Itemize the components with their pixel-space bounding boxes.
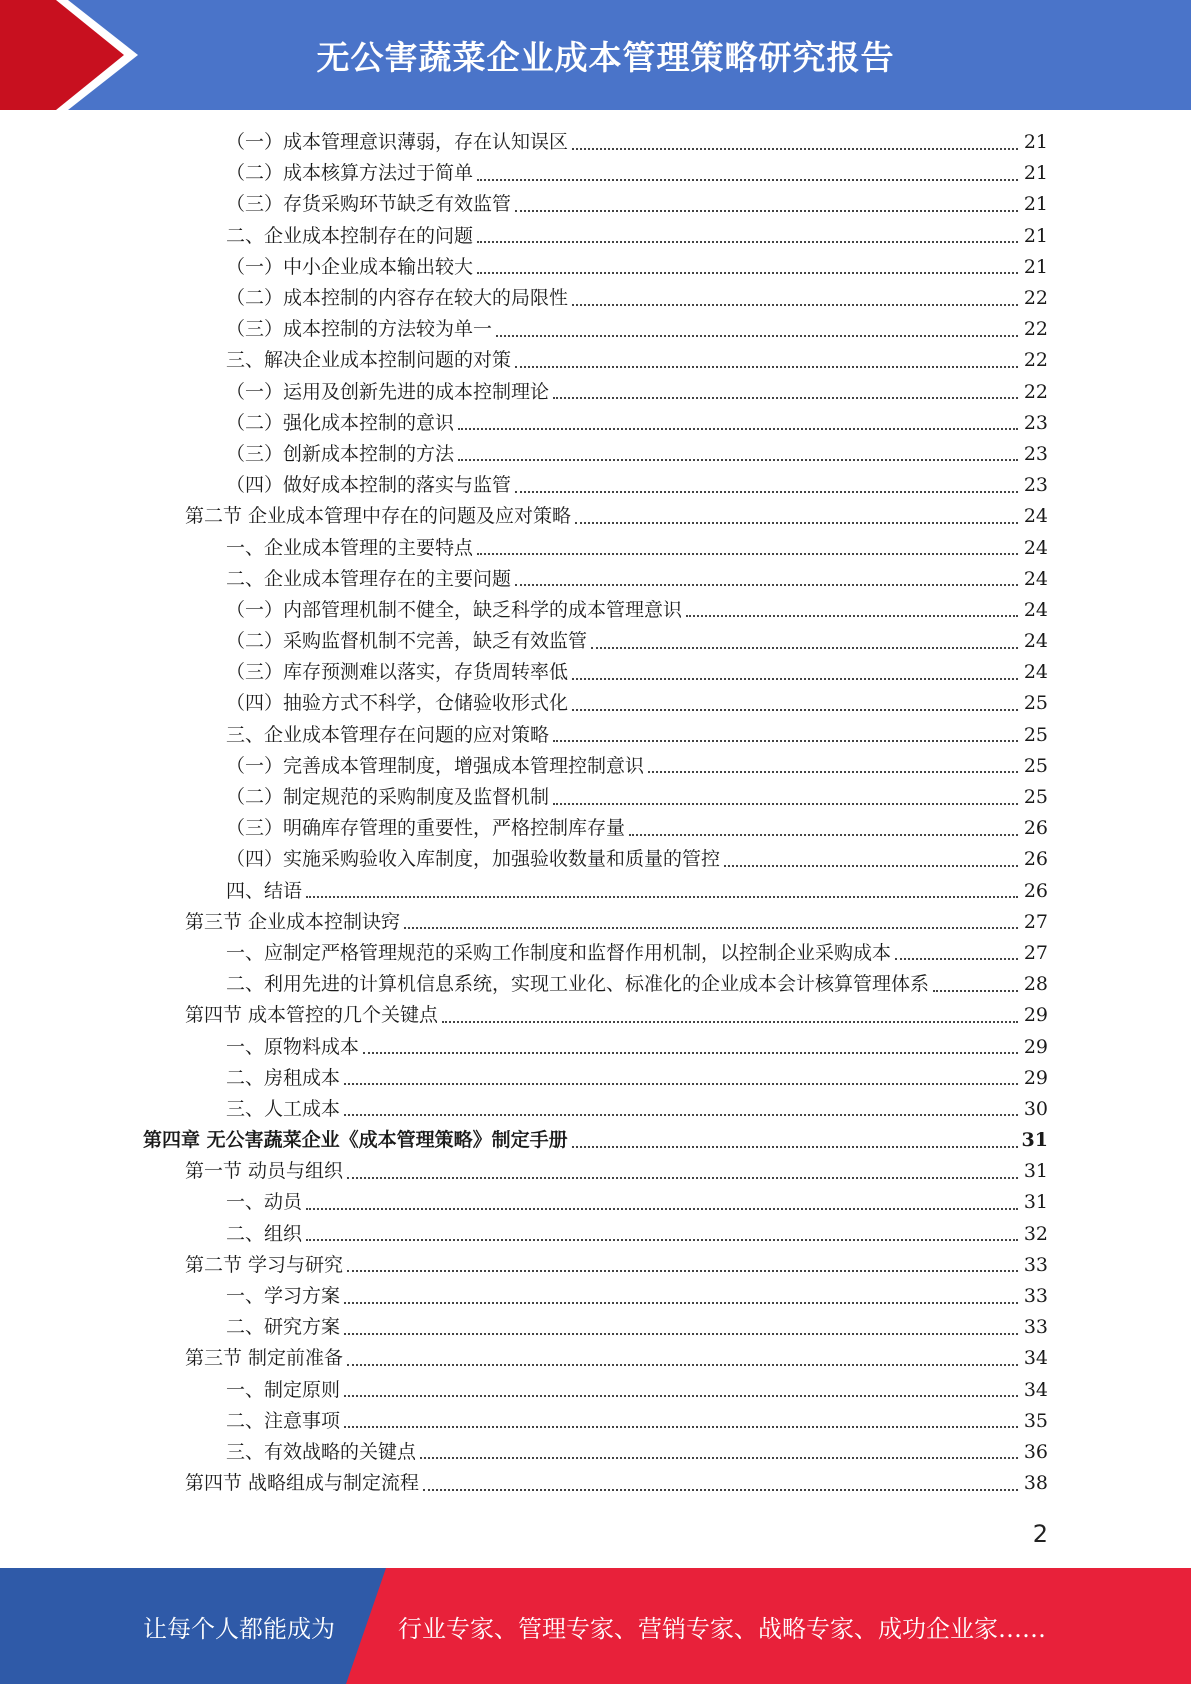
toc-entry[interactable] bbox=[0, 158, 1191, 189]
toc-entry[interactable] bbox=[0, 345, 1191, 376]
toc-entry[interactable] bbox=[0, 720, 1191, 751]
toc-entry-label: 二、企业成本控制存在的问题 bbox=[226, 224, 474, 247]
toc-entry-page: 24 bbox=[1023, 567, 1048, 590]
toc-entry[interactable] bbox=[0, 657, 1191, 688]
toc-entry-page: 33 bbox=[1023, 1316, 1048, 1339]
footer-slogan-left: 让每个人都能成为 bbox=[143, 1614, 335, 1643]
toc-entry-page: 24 bbox=[1023, 536, 1048, 559]
toc-entry-page: 35 bbox=[1023, 1409, 1048, 1432]
toc-entry[interactable] bbox=[0, 1187, 1191, 1218]
toc-dot-leader bbox=[306, 1239, 1018, 1241]
toc-entry-label: （二）采购监督机制不完善，缺乏有效监管 bbox=[226, 630, 588, 653]
toc-dot-leader bbox=[347, 1364, 1018, 1366]
toc-dot-leader bbox=[553, 740, 1018, 742]
toc-entry-page: 25 bbox=[1023, 692, 1048, 715]
toc-entry-page: 26 bbox=[1023, 879, 1048, 902]
toc-entry-label: 三、有效战略的关键点 bbox=[226, 1440, 417, 1463]
toc-entry-label: 三、解决企业成本控制问题的对策 bbox=[226, 349, 512, 372]
toc-dot-leader bbox=[933, 990, 1018, 992]
toc-entry[interactable] bbox=[0, 221, 1191, 252]
toc-entry-label: （二）成本控制的内容存在较大的局限性 bbox=[226, 287, 569, 310]
toc-dot-leader bbox=[477, 272, 1018, 274]
toc-dot-leader bbox=[420, 1457, 1018, 1459]
toc-entry-page: 24 bbox=[1023, 661, 1048, 684]
toc-dot-leader bbox=[724, 865, 1018, 867]
toc-entry[interactable] bbox=[0, 1468, 1191, 1499]
toc-entry-label: 三、人工成本 bbox=[226, 1097, 341, 1120]
toc-dot-leader bbox=[591, 647, 1018, 649]
toc-entry-page: 21 bbox=[1023, 224, 1048, 247]
toc-dot-leader bbox=[572, 148, 1018, 150]
toc-entry-page: 33 bbox=[1023, 1285, 1048, 1308]
toc-dot-leader bbox=[344, 1426, 1018, 1428]
toc-entry[interactable] bbox=[0, 907, 1191, 938]
toc-entry-label: 第四章 无公害蔬菜企业《成本管理策略》制定手册 bbox=[143, 1129, 568, 1152]
toc-entry-label: 第四节 成本管控的几个关键点 bbox=[185, 1004, 439, 1027]
toc-entry-page: 22 bbox=[1023, 287, 1048, 310]
toc-dot-leader bbox=[515, 366, 1018, 368]
toc-entry-page: 31 bbox=[1023, 1191, 1048, 1214]
toc-entry[interactable] bbox=[0, 813, 1191, 844]
toc-entry-label: 二、研究方案 bbox=[226, 1316, 341, 1339]
toc-entry[interactable] bbox=[0, 283, 1191, 314]
toc-entry-page: 38 bbox=[1023, 1472, 1048, 1495]
toc-dot-leader bbox=[575, 522, 1018, 524]
toc-entry[interactable] bbox=[0, 1406, 1191, 1437]
toc-entry-label: （一）内部管理机制不健全，缺乏科学的成本管理意识 bbox=[226, 598, 683, 621]
toc-entry[interactable] bbox=[0, 1343, 1191, 1374]
toc-entry[interactable] bbox=[0, 501, 1191, 532]
toc-entry[interactable] bbox=[0, 127, 1191, 158]
toc-entry-page: 31 bbox=[1021, 1129, 1048, 1152]
toc-dot-leader bbox=[347, 1177, 1018, 1179]
toc-entry-label: 二、房租成本 bbox=[226, 1066, 341, 1089]
toc-dot-leader bbox=[344, 1395, 1018, 1397]
toc-dot-leader bbox=[442, 1021, 1018, 1023]
toc-entry[interactable] bbox=[0, 1156, 1191, 1187]
toc-entry-label: （三）明确库存管理的重要性，严格控制库存量 bbox=[226, 817, 626, 840]
toc-dot-leader bbox=[344, 1302, 1018, 1304]
toc-entry-page: 29 bbox=[1023, 1035, 1048, 1058]
toc-entry-label: （一）完善成本管理制度，增强成本管理控制意识 bbox=[226, 754, 645, 777]
toc-dot-leader bbox=[477, 241, 1018, 243]
toc-entry-label: 一、动员 bbox=[226, 1191, 303, 1214]
toc-entry[interactable] bbox=[0, 470, 1191, 501]
toc-entry[interactable] bbox=[0, 595, 1191, 626]
toc-entry-label: 一、应制定严格管理规范的采购工作制度和监督作用机制，以控制企业采购成本 bbox=[226, 941, 892, 964]
toc-dot-leader bbox=[572, 678, 1018, 680]
toc-entry-page: 22 bbox=[1023, 380, 1048, 403]
toc-entry[interactable] bbox=[0, 314, 1191, 345]
toc-entry[interactable] bbox=[0, 252, 1191, 283]
toc-entry-page: 23 bbox=[1023, 442, 1048, 465]
toc-entry-label: 一、原物料成本 bbox=[226, 1035, 360, 1058]
toc-entry-page: 23 bbox=[1023, 474, 1048, 497]
toc-dot-leader bbox=[572, 304, 1018, 306]
toc-dot-leader bbox=[515, 210, 1018, 212]
toc-entry-label: （一）中小企业成本输出较大 bbox=[226, 255, 474, 278]
toc-entry-page: 26 bbox=[1023, 817, 1048, 840]
toc-entry-label: 第三节 制定前准备 bbox=[185, 1347, 344, 1370]
toc-entry-page: 30 bbox=[1023, 1097, 1048, 1120]
toc-entry-page: 24 bbox=[1023, 505, 1048, 528]
toc-entry-label: 三、企业成本管理存在问题的应对策略 bbox=[226, 723, 550, 746]
toc-dot-leader bbox=[344, 1333, 1018, 1335]
toc-entry-label: 第二节 企业成本管理中存在的问题及应对策略 bbox=[185, 505, 572, 528]
toc-entry-page: 28 bbox=[1023, 973, 1048, 996]
toc-dot-leader bbox=[477, 179, 1018, 181]
toc-entry[interactable] bbox=[0, 626, 1191, 657]
toc-entry-label: （四）抽验方式不科学，仓储验收形式化 bbox=[226, 692, 569, 715]
page-header bbox=[0, 0, 1191, 110]
toc-entry-label: （二）制定规范的采购制度及监督机制 bbox=[226, 786, 550, 809]
toc-entry-page: 31 bbox=[1023, 1160, 1048, 1183]
toc-entry-page: 21 bbox=[1023, 162, 1048, 185]
toc-entry-label: 二、注意事项 bbox=[226, 1409, 341, 1432]
toc-entry-label: 第二节 学习与研究 bbox=[185, 1253, 344, 1276]
toc-entry-label: （四）实施采购验收入库制度，加强验收数量和质量的管控 bbox=[226, 848, 721, 871]
toc-entry-label: 二、利用先进的计算机信息系统，实现工业化、标准化的企业成本会计核算管理体系 bbox=[226, 973, 930, 996]
toc-entry-page: 25 bbox=[1023, 786, 1048, 809]
toc-entry[interactable] bbox=[0, 1281, 1191, 1312]
toc-entry[interactable] bbox=[0, 844, 1191, 875]
toc-entry-page: 33 bbox=[1023, 1253, 1048, 1276]
toc-entry[interactable] bbox=[0, 751, 1191, 782]
toc-entry-page: 23 bbox=[1023, 411, 1048, 434]
toc-dot-leader bbox=[404, 927, 1018, 929]
toc-dot-leader bbox=[629, 834, 1018, 836]
toc-entry-page: 32 bbox=[1023, 1222, 1048, 1245]
toc-entry[interactable] bbox=[0, 938, 1191, 969]
toc-entry-label: （三）成本控制的方法较为单一 bbox=[226, 318, 493, 341]
toc-entry[interactable] bbox=[0, 1437, 1191, 1468]
toc-entry-page: 27 bbox=[1023, 941, 1048, 964]
toc-entry-label: （三）库存预测难以落实，存货周转率低 bbox=[226, 661, 569, 684]
toc-dot-leader bbox=[477, 553, 1018, 555]
toc-dot-leader bbox=[648, 771, 1018, 773]
page-number: 2 bbox=[1032, 1520, 1048, 1548]
toc-dot-leader bbox=[515, 491, 1018, 493]
page-footer bbox=[0, 1568, 1191, 1684]
toc-entry[interactable] bbox=[0, 876, 1191, 907]
toc-dot-leader bbox=[423, 1489, 1018, 1491]
toc-entry[interactable] bbox=[0, 408, 1191, 439]
toc-entry-page: 21 bbox=[1023, 131, 1048, 154]
toc-entry-page: 27 bbox=[1023, 910, 1048, 933]
toc-entry-label: （二）成本核算方法过于简单 bbox=[226, 162, 474, 185]
toc-dot-leader bbox=[344, 1083, 1018, 1085]
toc-entry-label: （二）强化成本控制的意识 bbox=[226, 411, 455, 434]
toc-entry[interactable] bbox=[0, 1375, 1191, 1406]
toc-entry-page: 29 bbox=[1023, 1066, 1048, 1089]
toc-entry-page: 21 bbox=[1023, 255, 1048, 278]
toc-entry-page: 22 bbox=[1023, 318, 1048, 341]
toc-entry-label: 一、企业成本管理的主要特点 bbox=[226, 536, 474, 559]
footer-slogan-right: 行业专家、管理专家、营销专家、战略专家、成功企业家…… bbox=[398, 1614, 1046, 1643]
toc-entry-label: （一）运用及创新先进的成本控制理论 bbox=[226, 380, 550, 403]
toc-dot-leader bbox=[363, 1052, 1018, 1054]
toc-entry[interactable] bbox=[0, 564, 1191, 595]
toc-entry[interactable] bbox=[0, 688, 1191, 719]
toc-dot-leader bbox=[344, 1114, 1018, 1116]
toc-entry[interactable] bbox=[0, 1000, 1191, 1031]
toc-dot-leader bbox=[306, 896, 1018, 898]
toc-entry[interactable] bbox=[0, 1031, 1191, 1062]
toc-entry[interactable] bbox=[0, 1063, 1191, 1094]
toc-dot-leader bbox=[686, 615, 1018, 617]
toc-dot-leader bbox=[347, 1270, 1018, 1272]
toc-dot-leader bbox=[515, 584, 1018, 586]
toc-entry-label: 二、企业成本管理存在的主要问题 bbox=[226, 567, 512, 590]
toc-entry-label: 第四节 战略组成与制定流程 bbox=[185, 1472, 420, 1495]
toc-entry-label: 一、学习方案 bbox=[226, 1285, 341, 1308]
toc-entry[interactable] bbox=[0, 1094, 1191, 1125]
toc-dot-leader bbox=[306, 1208, 1018, 1210]
toc-entry-label: 二、组织 bbox=[226, 1222, 303, 1245]
toc-entry-page: 21 bbox=[1023, 193, 1048, 216]
toc-entry[interactable] bbox=[0, 1219, 1191, 1250]
toc-entry[interactable] bbox=[0, 782, 1191, 813]
toc-entry-page: 24 bbox=[1023, 630, 1048, 653]
toc-dot-leader bbox=[572, 709, 1018, 711]
toc-entry-label: 四、结语 bbox=[226, 879, 303, 902]
toc-entry[interactable] bbox=[0, 532, 1191, 563]
toc-entry[interactable] bbox=[0, 1125, 1191, 1156]
toc-entry-label: （四）做好成本控制的落实与监管 bbox=[226, 474, 512, 497]
toc-entry-label: （三）创新成本控制的方法 bbox=[226, 442, 455, 465]
toc-entry[interactable] bbox=[0, 377, 1191, 408]
toc-entry-page: 24 bbox=[1023, 598, 1048, 621]
toc-entry-page: 25 bbox=[1023, 723, 1048, 746]
toc-dot-leader bbox=[553, 803, 1018, 805]
toc-entry-page: 22 bbox=[1023, 349, 1048, 372]
toc-entry-label: 第三节 企业成本控制诀窍 bbox=[185, 910, 401, 933]
toc-entry-page: 25 bbox=[1023, 754, 1048, 777]
toc-entry-page: 34 bbox=[1023, 1347, 1048, 1370]
toc-entry-label: 第一节 动员与组织 bbox=[185, 1160, 344, 1183]
toc-entry[interactable] bbox=[0, 1250, 1191, 1281]
toc-entry-page: 26 bbox=[1023, 848, 1048, 871]
toc-dot-leader bbox=[458, 428, 1018, 430]
toc-entry-label: （一）成本管理意识薄弱，存在认知误区 bbox=[226, 131, 569, 154]
toc-dot-leader bbox=[553, 397, 1018, 399]
toc-entry-page: 29 bbox=[1023, 1004, 1048, 1027]
toc-dot-leader bbox=[895, 958, 1018, 960]
document-title: 无公害蔬菜企业成本管理策略研究报告 bbox=[316, 37, 895, 77]
toc-dot-leader bbox=[572, 1146, 1018, 1148]
toc-entry[interactable] bbox=[0, 189, 1191, 220]
toc-dot-leader bbox=[496, 335, 1018, 337]
table-of-contents bbox=[0, 127, 1191, 1499]
toc-entry[interactable] bbox=[0, 969, 1191, 1000]
toc-entry-label: 一、制定原则 bbox=[226, 1378, 341, 1401]
toc-dot-leader bbox=[458, 459, 1018, 461]
toc-entry-label: （三）存货采购环节缺乏有效监管 bbox=[226, 193, 512, 216]
toc-entry-page: 34 bbox=[1023, 1378, 1048, 1401]
toc-entry-page: 36 bbox=[1023, 1440, 1048, 1463]
toc-entry[interactable] bbox=[0, 439, 1191, 470]
toc-entry[interactable] bbox=[0, 1312, 1191, 1343]
